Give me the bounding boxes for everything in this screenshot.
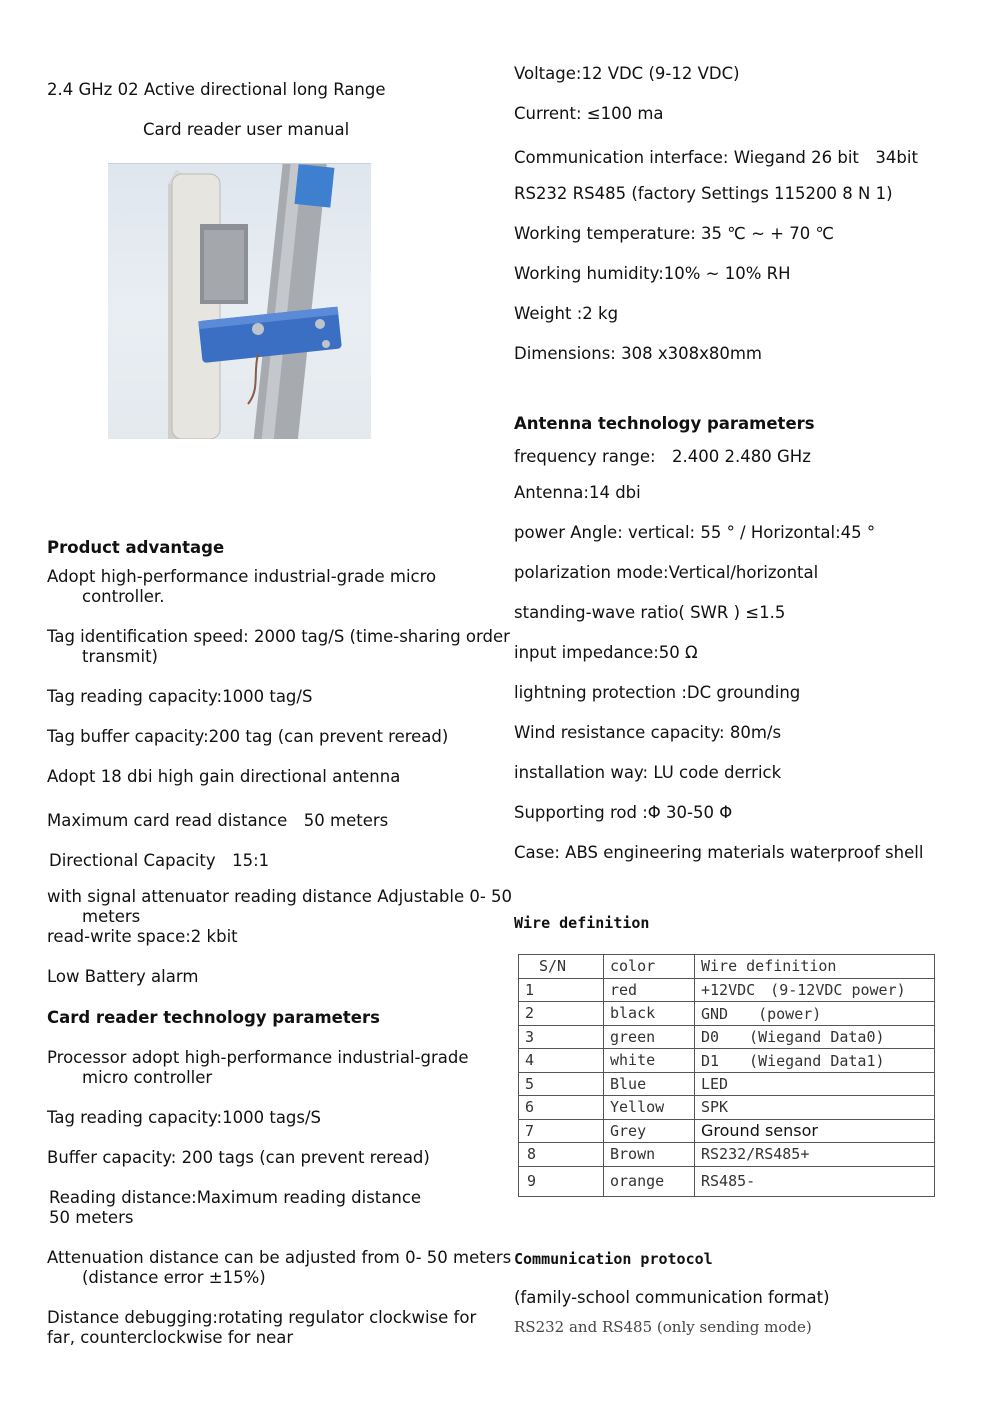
cell-sn: 1 (519, 978, 604, 1002)
cell-definition: D1 (Wiegand Data1) (695, 1049, 935, 1073)
communication-protocol-heading: Communication protocol (514, 1250, 713, 1268)
spec-weight: Weight :2 kg (514, 304, 619, 323)
cell-definition: D0 (Wiegand Data0) (695, 1025, 935, 1049)
advantage-item: Low Battery alarm (47, 967, 199, 986)
cell-definition: RS485- (695, 1166, 935, 1196)
cell-sn: 3 (519, 1025, 604, 1049)
antenna-param-item: Supporting rod :Φ 30-50 Φ (514, 803, 733, 822)
cell-color: green (604, 1025, 695, 1049)
table-row (519, 1025, 935, 1049)
advantage-item: Tag reading capacity:1000 tag/S (47, 687, 313, 706)
antenna-params-heading: Antenna technology parameters (514, 414, 815, 433)
spec-temperature: Working temperature: 35 ℃ ~ + 70 ℃ (514, 224, 834, 243)
cell-definition: LED (695, 1072, 935, 1096)
product-photo (108, 163, 371, 439)
table-row (519, 1072, 935, 1096)
cell-color: black (604, 1002, 695, 1026)
cell-color: Grey (604, 1119, 695, 1143)
wire-definition-heading: Wire definition (514, 914, 650, 932)
cell-definition: RS232/RS485+ (695, 1143, 935, 1167)
protocol-mode-text: RS232 and RS485 (only sending mode) (514, 1318, 812, 1336)
cell-sn: 8 (519, 1143, 604, 1167)
antenna-param-item: input impedance:50 Ω (514, 643, 698, 662)
advantage-item: Tag buffer capacity:200 tag (can prevent reread) (47, 727, 449, 746)
column-header-color: color (604, 955, 695, 979)
cell-sn: 7 (519, 1119, 604, 1143)
table-header-row (519, 955, 935, 979)
reader-param-item: Reading distance:Maximum reading distance 50 meters (49, 1188, 438, 1227)
reader-param-item: Tag reading capacity:1000 tags/S (47, 1108, 322, 1127)
cell-sn: 2 (519, 1002, 604, 1026)
manual-title-line2: Card reader user manual (143, 120, 350, 139)
spec-voltage: Voltage:12 VDC (9-12 VDC) (514, 64, 740, 83)
advantage-item: read-write space:2 kbit (47, 927, 238, 946)
cell-color: orange (604, 1166, 695, 1196)
advantage-item: with signal attenuator reading distance Adjustable 0- 50 meters (47, 887, 513, 926)
table-row (519, 978, 935, 1002)
cell-definition: SPK (695, 1096, 935, 1120)
table-row (519, 1002, 935, 1026)
cell-sn: 6 (519, 1096, 604, 1120)
reader-param-item: Processor adopt high-performance industrial-grade micro controller (47, 1048, 469, 1087)
column-header-definition: Wire definition (695, 955, 935, 979)
table-row (519, 1143, 935, 1167)
product-advantage-heading: Product advantage (47, 538, 225, 557)
antenna-param-item: lightning protection :DC grounding (514, 683, 801, 702)
advantage-item: Directional Capacity 15:1 (49, 851, 270, 870)
antenna-param-item: standing-wave ratio( SWR ) ≤1.5 (514, 603, 786, 622)
table-row (519, 1096, 935, 1120)
spec-serial: RS232 RS485 (factory Settings 115200 8 N 1) (514, 184, 893, 203)
antenna-param-item: Wind resistance capacity: 80m/s (514, 723, 782, 742)
cell-color: Brown (604, 1143, 695, 1167)
cell-sn: 9 (519, 1166, 604, 1196)
advantage-item: Maximum card read distance 50 meters (47, 811, 389, 830)
advantage-item: Tag identification speed: 2000 tag/S (time-sharing order transmit) (47, 627, 510, 666)
antenna-param-item: power Angle: vertical: 55 ° / Horizontal:45 ° (514, 523, 876, 542)
cell-definition: GND (power) (695, 1002, 935, 1026)
advantage-item: Adopt high-performance industrial-grade micro controller. (47, 567, 437, 606)
cell-definition: +12VDC (9-12VDC power) (695, 978, 935, 1002)
wire-definition-table (518, 954, 935, 1197)
cell-color: white (604, 1049, 695, 1073)
advantage-item: Adopt 18 dbi high gain directional antenna (47, 767, 401, 786)
spec-dimensions: Dimensions: 308 x308x80mm (514, 344, 763, 363)
spec-current: Current: ≤100 ma (514, 104, 664, 123)
reader-param-item: Attenuation distance can be adjusted from 0- 50 meters (distance error ±15%) (47, 1248, 512, 1287)
column-header-sn: S/N (519, 955, 604, 979)
spec-interface: Communication interface: Wiegand 26 bit 34bit (514, 148, 918, 167)
antenna-param-item: polarization mode:Vertical/horizontal (514, 563, 819, 582)
cell-sn: 5 (519, 1072, 604, 1096)
table-row (519, 1166, 935, 1196)
reader-params-heading: Card reader technology parameters (47, 1008, 380, 1027)
manual-title-line1: 2.4 GHz 02 Active directional long Range (47, 80, 386, 99)
antenna-param-item: installation way: LU code derrick (514, 763, 782, 782)
cell-color: Blue (604, 1072, 695, 1096)
table-row (519, 1119, 935, 1143)
protocol-format-text: (family-school communication format) (514, 1288, 830, 1307)
antenna-param-item: Antenna:14 dbi (514, 483, 641, 502)
reader-param-item: Distance debugging:rotating regulator clockwise for far, counterclockwise for near (47, 1308, 477, 1347)
cell-sn: 4 (519, 1049, 604, 1073)
antenna-param-item: Case: ABS engineering materials waterproof shell (514, 843, 924, 862)
spec-humidity: Working humidity:10% ~ 10% RH (514, 264, 791, 283)
antenna-param-item: frequency range: 2.400 2.480 GHz (514, 447, 811, 466)
cell-definition: Ground sensor (695, 1119, 935, 1143)
cell-color: Yellow (604, 1096, 695, 1120)
table-row (519, 1049, 935, 1073)
cell-color: red (604, 978, 695, 1002)
reader-param-item: Buffer capacity: 200 tags (can prevent reread) (47, 1148, 430, 1167)
